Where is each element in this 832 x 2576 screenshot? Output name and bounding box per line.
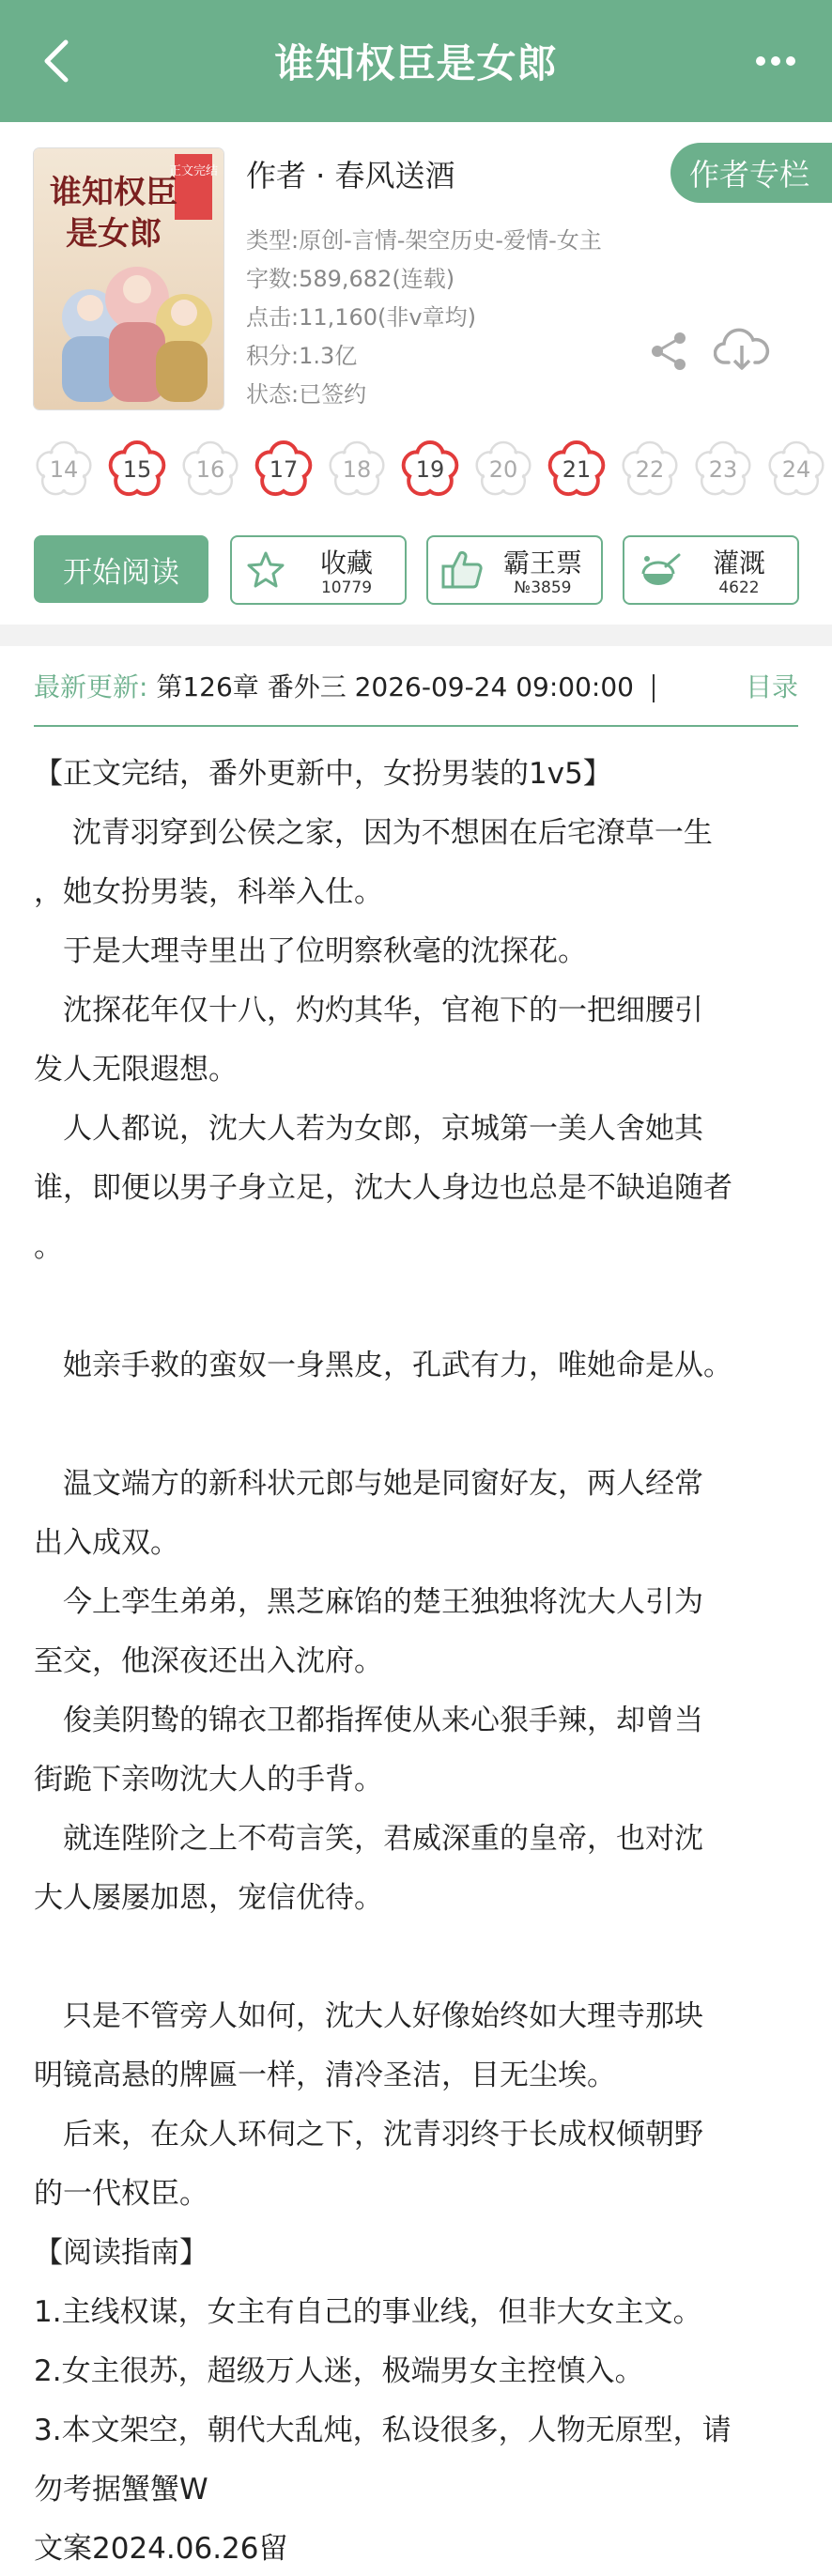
water-label: 灌溉 [712, 548, 765, 578]
watering-can-icon [638, 549, 683, 591]
intro-line: 温文端方的新科状元郎与她是同窗好友，两人经常 [34, 1467, 703, 1501]
cover-title-b: 是女郎 [66, 215, 162, 253]
intro-line: 大人屡屡加恩，宠信优待。 [34, 1881, 383, 1915]
intro-line: 的一代权臣。 [34, 2177, 208, 2211]
day-flower-22 [620, 440, 680, 500]
meta-clicks: 点击:11,160(非v章均) [246, 304, 476, 331]
intro-line: 只是不管旁人如何，沈大人好像始终如大理寺那块 [34, 1999, 703, 2033]
top-bar [0, 0, 832, 122]
day-number: 17 [269, 456, 299, 483]
day-flower-19 [400, 440, 460, 500]
intro-line: ，她女扮男装，科举入仕。 [34, 875, 383, 909]
intro-line: 她亲手救的蛮奴一身黑皮，孔武有力，唯她命是从。 [34, 1349, 732, 1382]
latest-update-key: 最新更新: [34, 671, 148, 702]
intro-line: 明镜高悬的牌匾一样，清冷圣洁，目无尘埃。 [34, 2059, 616, 2092]
meta-words: 字数:589,682(连载) [246, 266, 455, 292]
start-reading-button[interactable]: 开始阅读 [34, 535, 208, 603]
day-flower-21 [547, 440, 607, 500]
day-number: 18 [342, 456, 372, 483]
intro-line: 3.本文架空，朝代大乱炖，私设很多，人物无原型，请 [34, 2414, 732, 2447]
book-info-card [0, 122, 832, 625]
ticket-count: №3859 [514, 578, 572, 597]
more-button[interactable] [747, 33, 804, 89]
day-number: 20 [488, 456, 518, 483]
author-column-button[interactable]: 作者专栏 [670, 143, 832, 203]
collect-button[interactable] [230, 535, 407, 605]
author-name[interactable]: 作者 · 春风送酒 [246, 158, 455, 193]
more-dots-icon [755, 55, 796, 67]
intro-line: 今上孪生弟弟，黑芝麻馅的楚王独独将沈大人引为 [34, 1585, 703, 1619]
day-number: 23 [708, 456, 738, 483]
latest-update[interactable] [34, 667, 675, 704]
intro-line: 文案2024.06.26留 [34, 2532, 288, 2566]
daily-update-flowers [34, 440, 832, 501]
toc-link[interactable]: 目录 [745, 671, 798, 702]
intro-line: 出入成双。 [34, 1526, 179, 1560]
day-number: 21 [562, 456, 592, 483]
day-flower-15 [107, 440, 167, 500]
day-flower-20 [473, 440, 533, 500]
thumbs-up-icon [441, 549, 485, 591]
day-number: 14 [49, 456, 79, 483]
back-button[interactable] [28, 33, 85, 89]
day-number: 22 [635, 456, 665, 483]
intro-line: 后来，在众人环伺之下，沈青羽终于长成权倾朝野 [34, 2118, 703, 2152]
collect-count: 10779 [320, 578, 373, 597]
star-icon [245, 549, 286, 591]
intro-line: 人人都说，沈大人若为女郎，京城第一美人舍她其 [34, 1112, 703, 1146]
intro-line: 至交，他深夜还出入沈府。 [34, 1644, 383, 1678]
intro-line: 【阅读指南】 [34, 2236, 208, 2270]
latest-update-text: 第126章 番外三 2026-09-24 09:00:00 [156, 671, 634, 702]
ticket-button[interactable] [426, 535, 603, 605]
intro-line: 1.主线权谋，女主有自己的事业线，但非大女主文。 [34, 2295, 702, 2329]
day-flower-14 [34, 440, 94, 500]
day-flower-24 [766, 440, 826, 500]
intro-line: 俊美阴鸷的锦衣卫都指挥使从来心狠手辣，却曾当 [34, 1704, 703, 1737]
intro-line: 沈探花年仅十八，灼灼其华，官袍下的一把细腰引 [34, 994, 703, 1027]
page-title: 谁知权臣是女郎 [274, 40, 558, 86]
intro-line: 谁，即便以男子身立足，沈大人身边也总是不缺追随者 [34, 1171, 732, 1205]
intro-line: 2.女主很苏，超级万人迷，极端男女主控慎入。 [34, 2354, 644, 2388]
download-button[interactable] [714, 327, 770, 376]
day-flower-23 [693, 440, 753, 500]
day-flower-18 [327, 440, 387, 500]
water-count: 4622 [718, 578, 760, 597]
book-meta [246, 222, 602, 414]
collect-label: 收藏 [319, 548, 373, 578]
day-flower-17 [254, 440, 314, 500]
ticket-label: 霸王票 [502, 548, 582, 578]
book-cover[interactable] [34, 148, 223, 409]
meta-type: 类型:原创-言情-架空历史-爱情-女主 [246, 227, 602, 254]
divider [653, 674, 655, 702]
share-button[interactable] [648, 331, 689, 376]
day-number: 24 [781, 456, 811, 483]
day-number: 15 [122, 456, 152, 483]
day-number: 19 [415, 456, 445, 483]
intro-line: 街跪下亲吻沈大人的手背。 [34, 1763, 383, 1797]
intro-line: 于是大理寺里出了位明察秋毫的沈探花。 [34, 934, 587, 968]
intro-line: 。 [34, 1230, 63, 1264]
section-divider [34, 725, 798, 727]
cover-title-a: 谁知权臣 [50, 174, 177, 211]
intro-line: 勿考据蟹蟹W [34, 2473, 208, 2507]
intro-line: 就连陛阶之上不苟言笑，君威深重的皇帝，也对沈 [34, 1822, 703, 1856]
book-intro-section [0, 646, 832, 2576]
intro-line: 【正文完结，番外更新中，女扮男装的1v5】 [34, 757, 612, 791]
day-number: 16 [195, 456, 225, 483]
day-flower-16 [180, 440, 240, 500]
cloud-download-icon [714, 327, 770, 372]
chevron-left-icon [39, 39, 73, 84]
intro-line: 沈青羽穿到公侯之家，因为不想困在后宅潦草一生 [34, 816, 713, 850]
cover-badge: 正文完结 [168, 164, 219, 178]
meta-status: 状态:已签约 [246, 381, 367, 408]
water-button[interactable] [623, 535, 799, 605]
meta-score: 积分:1.3亿 [246, 343, 358, 369]
share-icon [648, 331, 689, 372]
intro-line: 发人无限遐想。 [34, 1053, 238, 1087]
